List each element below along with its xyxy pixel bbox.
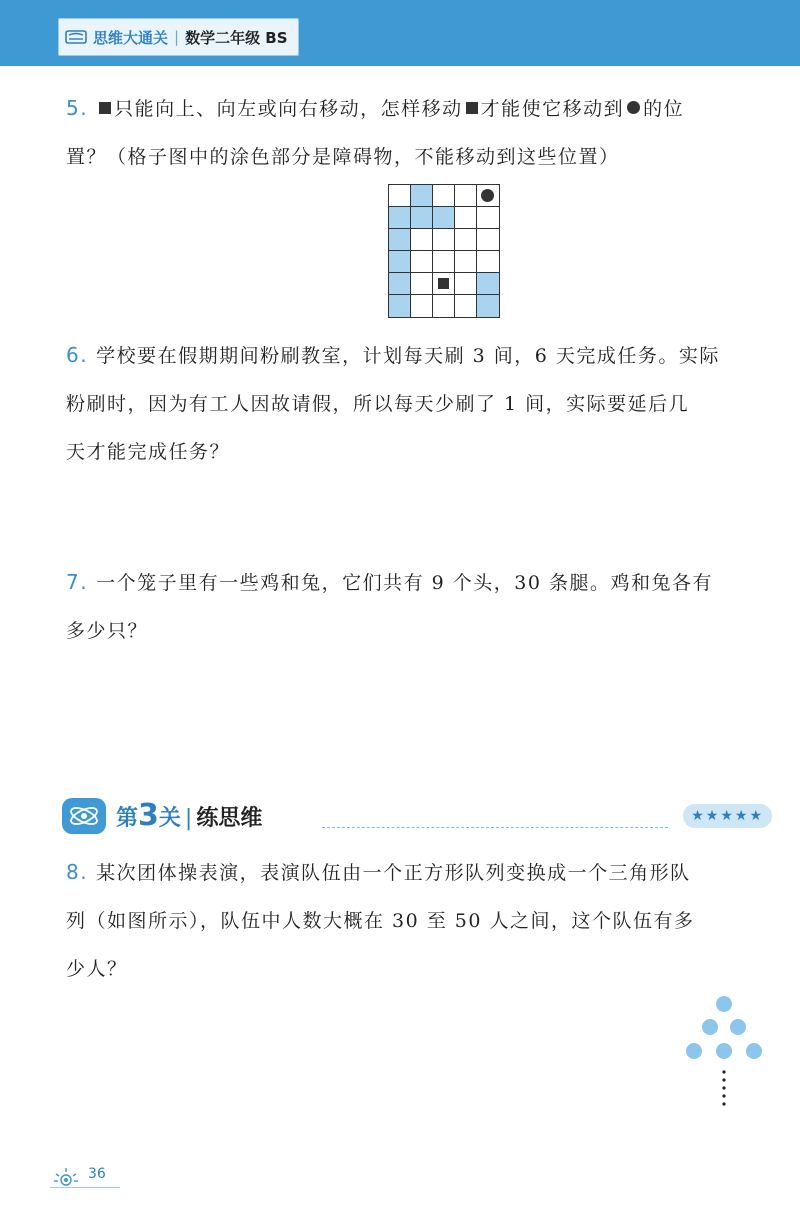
- question-8: [66, 848, 782, 993]
- grade-label: 数学二年级 BS: [185, 28, 288, 47]
- grid-cell: [433, 251, 455, 273]
- question-number: 6.: [66, 343, 89, 367]
- grid-cell: [455, 273, 477, 295]
- continuation-dots: [722, 1070, 725, 1105]
- question-text: 置？（格子图中的涂色部分是障碍物，不能移动到这些位置）: [66, 146, 620, 168]
- formation-dot: [686, 1043, 702, 1059]
- page-header: [0, 0, 800, 66]
- grid-cell: [455, 295, 477, 317]
- formation-dot: [746, 1043, 762, 1059]
- start-square: [438, 278, 449, 289]
- grid-cell: [411, 273, 433, 295]
- grid-cell-obstacle: [389, 207, 411, 229]
- formation-dot: [702, 1019, 718, 1035]
- atom-icon: [62, 798, 106, 834]
- grid-cell: [477, 251, 499, 273]
- footer-line: [50, 1187, 120, 1188]
- book-icon: [65, 29, 87, 45]
- question-text: 某次团体操表演，表演队伍由一个正方形队列变换成一个三角形队: [96, 862, 691, 884]
- target-dot: [481, 189, 494, 202]
- level-theme: 练思维: [196, 806, 263, 831]
- grid-cell: [411, 251, 433, 273]
- grid-cell-obstacle: [411, 185, 433, 207]
- formation-dot: [716, 1043, 732, 1059]
- sun-icon: [52, 1166, 82, 1188]
- grid-cell: [389, 185, 411, 207]
- grid-cell-obstacle: [389, 229, 411, 251]
- grid-cell: [433, 273, 455, 295]
- level-number: 3: [138, 798, 159, 833]
- question-6: [66, 331, 782, 476]
- question-number: 5.: [66, 96, 89, 120]
- square-symbol: [466, 102, 478, 114]
- grid-cell: [477, 185, 499, 207]
- grid-cell: [433, 295, 455, 317]
- grid-cell: [411, 229, 433, 251]
- grid-cell: [455, 207, 477, 229]
- question-5: [66, 84, 782, 181]
- question-text: 列（如图所示），队伍中人数大概在 30 至 50 人之间，这个队伍有多: [66, 910, 695, 932]
- question-text: 才能使它移动到: [480, 98, 625, 120]
- level-banner: [62, 796, 778, 836]
- question-text: 的位: [643, 98, 685, 120]
- dot-symbol: [627, 101, 640, 114]
- question-text: 一个笼子里有一些鸡和兔，它们共有 9 个头，30 条腿。鸡和兔各有: [96, 572, 713, 594]
- triangle-formation-figure: [670, 990, 790, 1120]
- difficulty-stars: ★★★★★: [683, 804, 772, 828]
- question-text: 天才能完成任务？: [66, 441, 231, 463]
- question-number: 7.: [66, 570, 89, 594]
- grid-cell: [455, 251, 477, 273]
- dashed-divider: [322, 827, 668, 828]
- question-number: 8.: [66, 860, 89, 884]
- maze-grid: [388, 184, 500, 318]
- question-text: 学校要在假期期间粉刷教室，计划每天刷 3 间，6 天完成任务。实际: [96, 345, 720, 367]
- grid-cell: [433, 185, 455, 207]
- square-symbol: [99, 102, 111, 114]
- grid-cell: [477, 207, 499, 229]
- grid-cell-obstacle: [389, 295, 411, 317]
- formation-dot: [716, 996, 732, 1012]
- question-7: [66, 558, 782, 655]
- level-separator: |: [184, 806, 193, 831]
- grid-cell-obstacle: [389, 251, 411, 273]
- grid-cell-obstacle: [433, 207, 455, 229]
- question-text: 粉刷时，因为有工人因故请假，所以每天少刷了 1 间，实际要延后几: [66, 393, 690, 415]
- formation-dot: [730, 1019, 746, 1035]
- page-number: 36: [88, 1166, 106, 1182]
- grid-cell: [477, 229, 499, 251]
- header-tab: [58, 18, 299, 56]
- grid-cell-obstacle: [389, 273, 411, 295]
- level-suffix: 关: [158, 806, 181, 831]
- header-separator: |: [174, 28, 180, 46]
- grid-cell: [411, 295, 433, 317]
- question-text: 少人？: [66, 958, 128, 980]
- question-text: 只能向上、向左或向右移动，怎样移动: [114, 98, 463, 120]
- grid-cell: [433, 229, 455, 251]
- grid-cell: [455, 229, 477, 251]
- series-title: 思维大通关: [93, 28, 169, 47]
- grid-cell-obstacle: [411, 207, 433, 229]
- grid-cell-obstacle: [477, 295, 499, 317]
- level-title: [116, 796, 262, 836]
- level-prefix: 第: [116, 806, 139, 831]
- level-badge: [62, 798, 106, 834]
- grid-cell-obstacle: [477, 273, 499, 295]
- grid-cell: [455, 185, 477, 207]
- question-text: 多少只？: [66, 620, 149, 642]
